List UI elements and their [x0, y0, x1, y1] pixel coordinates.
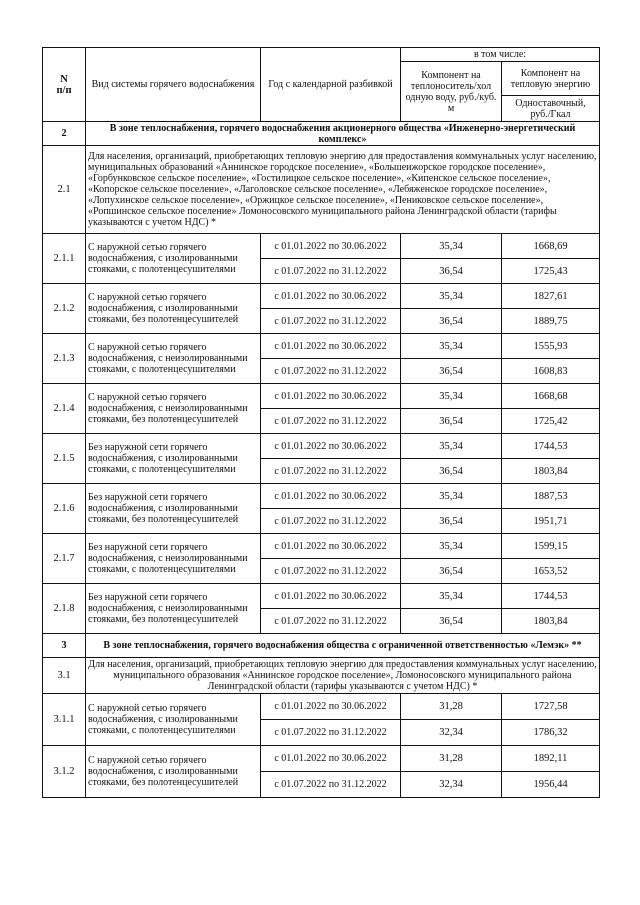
heat-component-cell: 1653,52 — [502, 559, 600, 584]
period-cell: с 01.07.2022 по 31.12.2022 — [261, 409, 401, 434]
water-component-cell: 36,54 — [401, 509, 502, 534]
heat-component-cell: 1555,93 — [502, 334, 600, 359]
row-description: С наружной сетью горячего водоснабжения, с неизолированными стояками, без полотенцесушителей — [86, 384, 261, 434]
heat-component-cell: 1668,68 — [502, 384, 600, 409]
row-number: 2.1.5 — [43, 434, 86, 484]
period-cell: с 01.01.2022 по 30.06.2022 — [261, 484, 401, 509]
water-component-cell: 36,54 — [401, 309, 502, 334]
row-description: Без наружной сети горячего водоснабжения, с изолированными стояками, с полотенцесушителями — [86, 434, 261, 484]
table-row — [43, 434, 600, 459]
water-component-cell: 36,54 — [401, 459, 502, 484]
water-component-cell: 35,34 — [401, 534, 502, 559]
table-row — [43, 694, 600, 720]
group-description: Для населения, организаций, приобретающих тепловую энергию для предоставления коммунальных услуг населению, муниципальных образований «Аннинское городское поселение», «Большеижорское городское поселение», «Горбунковское сельское поселение», «Гостилицкое сельское поселение», «Кипенское сельское поселение», «Копорское сельское поселение», «Лаголовское сельское поселение», «Лебяженское городское поселение», «Лопухинское сельское поселение», «Оржицкое сельское поселение», «Пениковское сельское поселение», «Ропшинское сельское поселение» Ломоносовского муниципального района Ленинградской области (тарифы указываются с учетом НДС) * — [86, 146, 600, 234]
row-number: 2.1.3 — [43, 334, 86, 384]
heat-component-cell: 1889,75 — [502, 309, 600, 334]
period-cell: с 01.01.2022 по 30.06.2022 — [261, 434, 401, 459]
group-number: 2.1 — [43, 146, 86, 234]
water-component-cell: 32,34 — [401, 772, 502, 798]
row-description: С наружной сетью горячего водоснабжения, с изолированными стояками, с полотенцесушителями — [86, 234, 261, 284]
row-number: 2.1.6 — [43, 484, 86, 534]
water-component-cell: 35,34 — [401, 584, 502, 609]
table-row — [43, 234, 600, 259]
water-component-cell: 36,54 — [401, 409, 502, 434]
table-row — [43, 384, 600, 409]
period-cell: с 01.07.2022 по 31.12.2022 — [261, 772, 401, 798]
period-cell: с 01.07.2022 по 31.12.2022 — [261, 509, 401, 534]
heat-component-cell: 1725,43 — [502, 259, 600, 284]
water-component-cell: 36,54 — [401, 559, 502, 584]
row-description: С наружной сетью горячего водоснабжения, с изолированными стояками, без полотенцесушителей — [86, 284, 261, 334]
zone-title: В зоне теплоснабжения, горячего водоснабжения общества с ограниченной ответственностью «Лемэк» ** — [86, 634, 600, 658]
heat-component-cell: 1827,61 — [502, 284, 600, 309]
heat-component-cell: 1956,44 — [502, 772, 600, 798]
header-col-heat-sub: Одноставочный, руб./Гкал — [502, 96, 600, 122]
row-number: 3.1.1 — [43, 694, 86, 746]
row-number: 2.1.2 — [43, 284, 86, 334]
heat-component-cell: 1892,11 — [502, 746, 600, 772]
water-component-cell: 31,28 — [401, 694, 502, 720]
period-cell: с 01.01.2022 по 30.06.2022 — [261, 694, 401, 720]
heat-component-cell: 1744,53 — [502, 434, 600, 459]
water-component-cell: 36,54 — [401, 359, 502, 384]
water-component-cell: 35,34 — [401, 484, 502, 509]
water-component-cell: 36,54 — [401, 609, 502, 634]
row-number: 2.1.4 — [43, 384, 86, 434]
header-including: в том числе: — [401, 48, 600, 62]
water-component-cell: 32,34 — [401, 720, 502, 746]
table-row — [43, 746, 600, 772]
period-cell: с 01.01.2022 по 30.06.2022 — [261, 534, 401, 559]
period-cell: с 01.01.2022 по 30.06.2022 — [261, 746, 401, 772]
water-component-cell: 31,28 — [401, 746, 502, 772]
heat-component-cell: 1725,42 — [502, 409, 600, 434]
table-row — [43, 584, 600, 609]
period-cell: с 01.07.2022 по 31.12.2022 — [261, 359, 401, 384]
header-col-n: N п/п — [43, 48, 86, 122]
heat-component-cell: 1744,53 — [502, 584, 600, 609]
period-cell: с 01.07.2022 по 31.12.2022 — [261, 609, 401, 634]
water-component-cell: 35,34 — [401, 434, 502, 459]
row-number: 2.1.7 — [43, 534, 86, 584]
period-cell: с 01.01.2022 по 30.06.2022 — [261, 334, 401, 359]
heat-component-cell: 1803,84 — [502, 459, 600, 484]
tariff-table — [42, 47, 600, 798]
water-component-cell: 36,54 — [401, 259, 502, 284]
period-cell: с 01.01.2022 по 30.06.2022 — [261, 284, 401, 309]
zone-number: 2 — [43, 122, 86, 146]
heat-component-cell: 1951,71 — [502, 509, 600, 534]
group-number: 3.1 — [43, 658, 86, 694]
period-cell: с 01.07.2022 по 31.12.2022 — [261, 459, 401, 484]
header-col-water: Компонент на теплоноситель/хол одную воду, руб./куб. м — [401, 62, 502, 122]
period-cell: с 01.01.2022 по 30.06.2022 — [261, 234, 401, 259]
row-description: Без наружной сети горячего водоснабжения, с изолированными стояками, без полотенцесушителей — [86, 484, 261, 534]
zone-title: В зоне теплоснабжения, горячего водоснабжения акционерного общества «Инженерно-энергетический комплекс» — [86, 122, 600, 146]
period-cell: с 01.07.2022 по 31.12.2022 — [261, 309, 401, 334]
row-description: Без наружной сети горячего водоснабжения, с неизолированными стояками, без полотенцесушителей — [86, 584, 261, 634]
table-row — [43, 534, 600, 559]
heat-component-cell: 1727,58 — [502, 694, 600, 720]
heat-component-cell: 1608,83 — [502, 359, 600, 384]
water-component-cell: 35,34 — [401, 284, 502, 309]
table-row — [43, 334, 600, 359]
row-number: 3.1.2 — [43, 746, 86, 798]
zone-number: 3 — [43, 634, 86, 658]
table-row — [43, 484, 600, 509]
row-description: С наружной сетью горячего водоснабжения, с неизолированными стояками, с полотенцесушителями — [86, 334, 261, 384]
row-number: 2.1.1 — [43, 234, 86, 284]
heat-component-cell: 1668,69 — [502, 234, 600, 259]
period-cell: с 01.07.2022 по 31.12.2022 — [261, 720, 401, 746]
row-description: С наружной сетью горячего водоснабжения, с изолированными стояками, без полотенцесушителей — [86, 746, 261, 798]
row-description: Без наружной сети горячего водоснабжения, с неизолированными стояками, с полотенцесушителями — [86, 534, 261, 584]
header-col-period: Год с календарной разбивкой — [261, 48, 401, 122]
water-component-cell: 35,34 — [401, 234, 502, 259]
water-component-cell: 35,34 — [401, 334, 502, 359]
water-component-cell: 35,34 — [401, 384, 502, 409]
period-cell: с 01.01.2022 по 30.06.2022 — [261, 384, 401, 409]
period-cell: с 01.07.2022 по 31.12.2022 — [261, 559, 401, 584]
group-description: Для населения, организаций, приобретающих тепловую энергию для предоставления коммунальных услуг населению, муниципального образования «Аннинское городское поселение», Ломоносовского муниципального района Ленинградской области (тарифы указываются с учетом НДС) * — [86, 658, 600, 694]
header-col-heat: Компонент на тепловую энергию — [502, 62, 600, 96]
row-description: С наружной сетью горячего водоснабжения, с изолированными стояками, с полотенцесушителями — [86, 694, 261, 746]
heat-component-cell: 1599,15 — [502, 534, 600, 559]
heat-component-cell: 1803,84 — [502, 609, 600, 634]
period-cell: с 01.01.2022 по 30.06.2022 — [261, 584, 401, 609]
period-cell: с 01.07.2022 по 31.12.2022 — [261, 259, 401, 284]
table-row — [43, 284, 600, 309]
header-col-type: Вид системы горячего водоснабжения — [86, 48, 261, 122]
heat-component-cell: 1786,32 — [502, 720, 600, 746]
heat-component-cell: 1887,53 — [502, 484, 600, 509]
row-number: 2.1.8 — [43, 584, 86, 634]
